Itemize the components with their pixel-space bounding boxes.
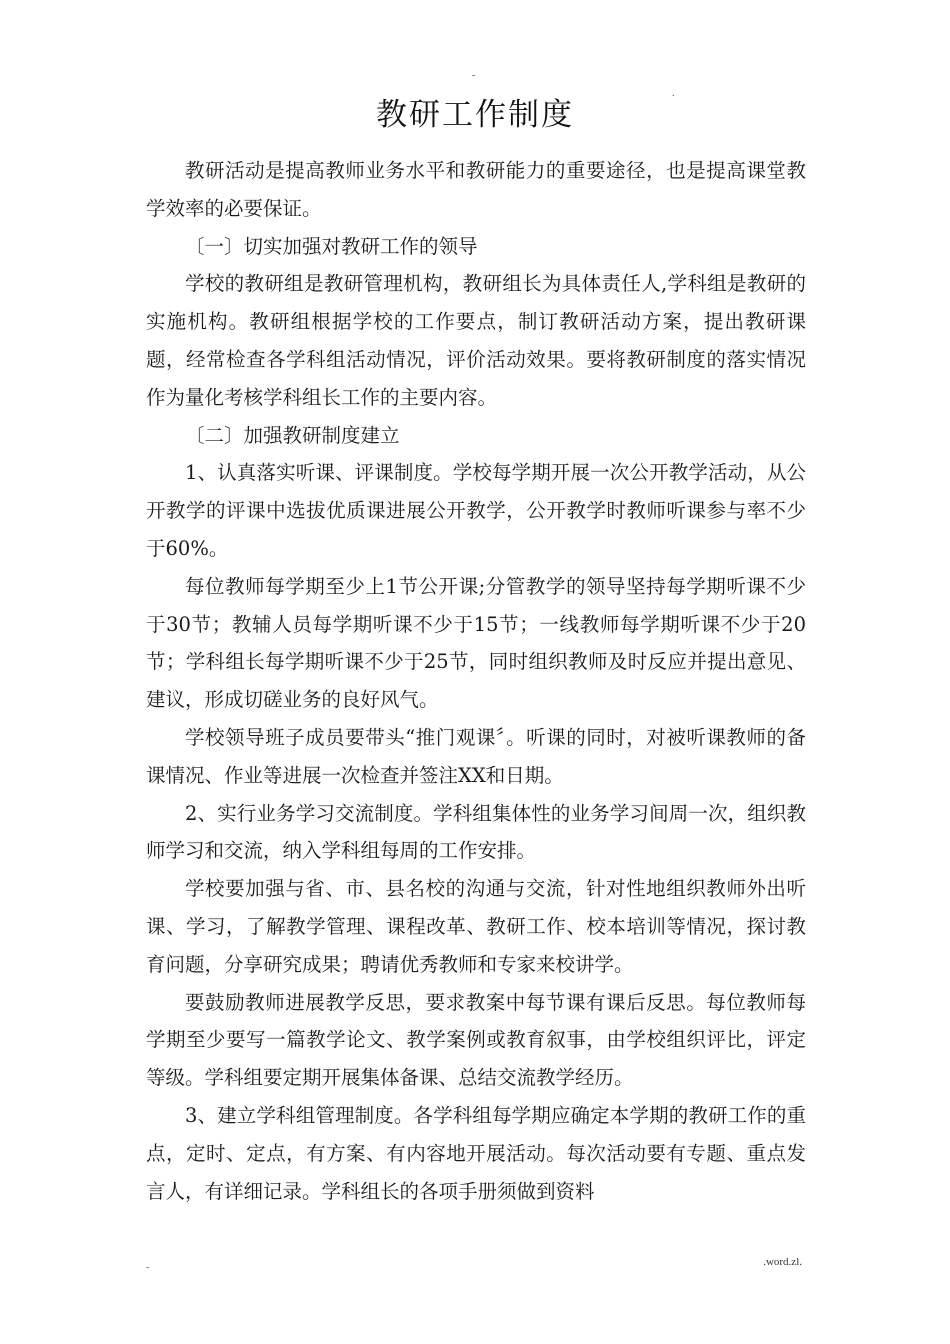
document-title: 教研工作制度	[376, 97, 574, 133]
document-body	[146, 152, 806, 1210]
body-paragraph: 2、实行业务学习交流制度。学科组集体性的业务学习间周一次，组织教师学习和交流，纳入学科组每周的工作安排。	[146, 801, 806, 863]
body-paragraph: 1、认真落实听课、评课制度。学校每学期开展一次公开教学活动，从公开教学的评课中选拔优质课进展公开教学，公开教学时教师听课参与率不少于60%。	[146, 461, 806, 560]
body-paragraph: 每位教师每学期至少上1节公开课;分管教学的领导坚持每学期听课不少于30节；教辅人员每学期听课不少于15节；一线教师每学期听课不少于20节；学科组长每学期听课不少于25节，同时组织教师及时反应并提出意见、建议，形成切磋业务的良好风气。	[146, 574, 806, 712]
footer-mark: -	[146, 1262, 150, 1273]
intro-paragraph: 教研活动是提高教师业务水平和教研能力的重要途径，也是提高课堂教学效率的必要保证。	[146, 159, 806, 220]
section-heading-2: 〔二〕加强教研制度建立	[185, 423, 400, 447]
body-paragraph: 3、建立学科组管理制度。各学科组每学期应确定本学期的教研工作的重点，定时、定点，有方案、有内容地开展活动。每次活动要有专题、重点发言人，有详细记录。学科组长的各项手册须做到资料	[146, 1103, 806, 1203]
body-paragraph: 学校的教研组是教研管理机构，教研组长为具体责任人,学科组是教研的实施机构。教研组根据学校的工作要点，制订教研活动方案，提出教研课题，经常检查各学科组活动情况，评价活动效果。要将教研制度的落实情况作为量化考核学科组长工作的主要内容。	[146, 272, 806, 409]
header-dot: .	[672, 88, 675, 99]
body-paragraph: 学校要加强与省、市、县名校的沟通与交流，针对性地组织教师外出听课、学习，了解教学管理、课程改革、教研工作、校本培训等情况，探讨教育问题，分享研究成果；聘请优秀教师和专家来校讲学。	[146, 877, 806, 976]
body-paragraph: 学校领导班子成员要带头“推门观课〞。听课的同时，对被听课教师的备课情况、作业等进展一次检查并签注XX和日期。	[146, 725, 806, 787]
header-mark: -	[472, 70, 476, 81]
footer-text: .word.zl.	[763, 1256, 802, 1268]
section-heading-1: 〔一〕切实加强对教研工作的领导	[185, 234, 478, 258]
body-paragraph: 要鼓励教师进展教学反思，要求教案中每节课有课后反思。每位教师每学期至少要写一篇教学论文、教学案例或教育叙事，由学校组织评比，评定等级。学科组要定期开展集体备课、总结交流教学经历。	[146, 990, 806, 1090]
